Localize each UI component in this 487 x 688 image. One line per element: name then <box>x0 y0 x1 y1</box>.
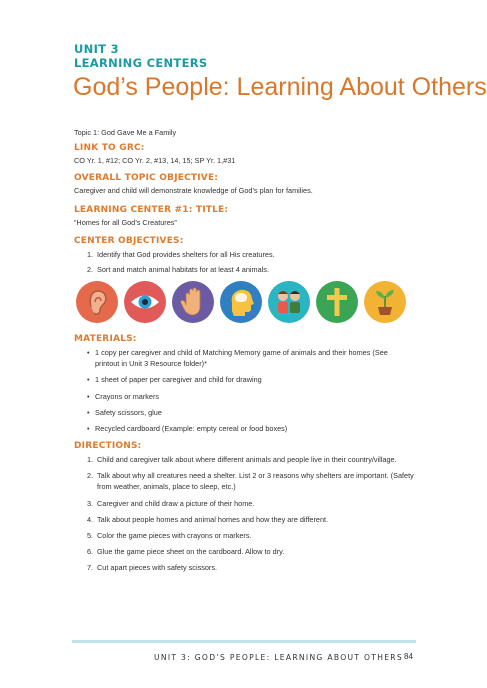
list-item: 2. Sort and match animal habitats for at least 4 animals. <box>87 265 269 274</box>
footer-rule <box>72 640 416 643</box>
list-item: 3. Caregiver and child draw a picture of their home. <box>87 499 255 508</box>
center-objectives-heading: CENTER OBJECTIVES: <box>74 236 184 246</box>
list-item: 4. Talk about people homes and animal homes and how they are different. <box>87 515 329 524</box>
topic-text: Topic 1: God Gave Me a Family <box>74 128 177 137</box>
ear-icon <box>76 281 118 323</box>
eye-icon <box>124 281 166 323</box>
list-item: 1. Identify that God provides shelters for all His creatures. <box>87 250 275 259</box>
running-title: UNIT 3: GOD’S PEOPLE: LEARNING ABOUT OTHERS <box>154 653 404 662</box>
brain-head-icon <box>220 281 262 323</box>
page-number: 84 <box>404 652 413 661</box>
directions-heading: DIRECTIONS: <box>74 441 142 451</box>
list-item: • 1 copy per caregiver and child of Matching Memory game of animals and their homes (See <box>87 348 388 357</box>
list-item: • Recycled cardboard (Example: empty cereal or food boxes) <box>87 424 288 433</box>
learning-center-title: “Homes for all God’s Creatures” <box>74 218 177 227</box>
unit-label: UNIT 3 <box>74 42 119 56</box>
objective-heading: OVERALL TOPIC OBJECTIVE: <box>74 173 219 183</box>
plant-icon <box>364 281 406 323</box>
page-title: God’s People: Learning About Others <box>73 73 487 101</box>
list-item-continuation: from weather, animals, place to sleep, etc.) <box>97 482 236 491</box>
list-item-continuation: printout in Unit 3 Resource folder)* <box>95 359 207 368</box>
cross-icon <box>316 281 358 323</box>
list-item: • Safety scissors, glue <box>87 408 162 417</box>
list-item: 1. Child and caregiver talk about where different animals and people live in their country/village. <box>87 455 397 464</box>
list-item: 2. Talk about why all creatures need a shelter. List 2 or 3 reasons why shelters are important. (Safety <box>87 471 414 480</box>
materials-heading: MATERIALS: <box>74 334 137 344</box>
unit-header <box>74 42 207 70</box>
list-item: 6. Glue the game piece sheet on the cardboard. Allow to dry. <box>87 547 285 556</box>
icon-row <box>76 281 406 325</box>
hand-icon <box>172 281 214 323</box>
section-label: LEARNING CENTERS <box>74 56 208 70</box>
learning-center-heading: LEARNING CENTER #1: TITLE: <box>74 205 229 215</box>
list-item: 7. Cut apart pieces with safety scissors. <box>87 563 218 572</box>
link-heading: LINK TO GRC: <box>74 143 145 153</box>
children-icon <box>268 281 310 323</box>
list-item: 5. Color the game pieces with crayons or markers. <box>87 531 252 540</box>
objective-text: Caregiver and child will demonstrate knowledge of God’s plan for families. <box>74 186 313 195</box>
link-text: CO Yr. 1, #12; CO Yr. 2, #13, 14, 15; SP Yr. 1,#31 <box>74 156 236 165</box>
list-item: • 1 sheet of paper per caregiver and child for drawing <box>87 375 262 384</box>
list-item: • Crayons or markers <box>87 392 160 401</box>
